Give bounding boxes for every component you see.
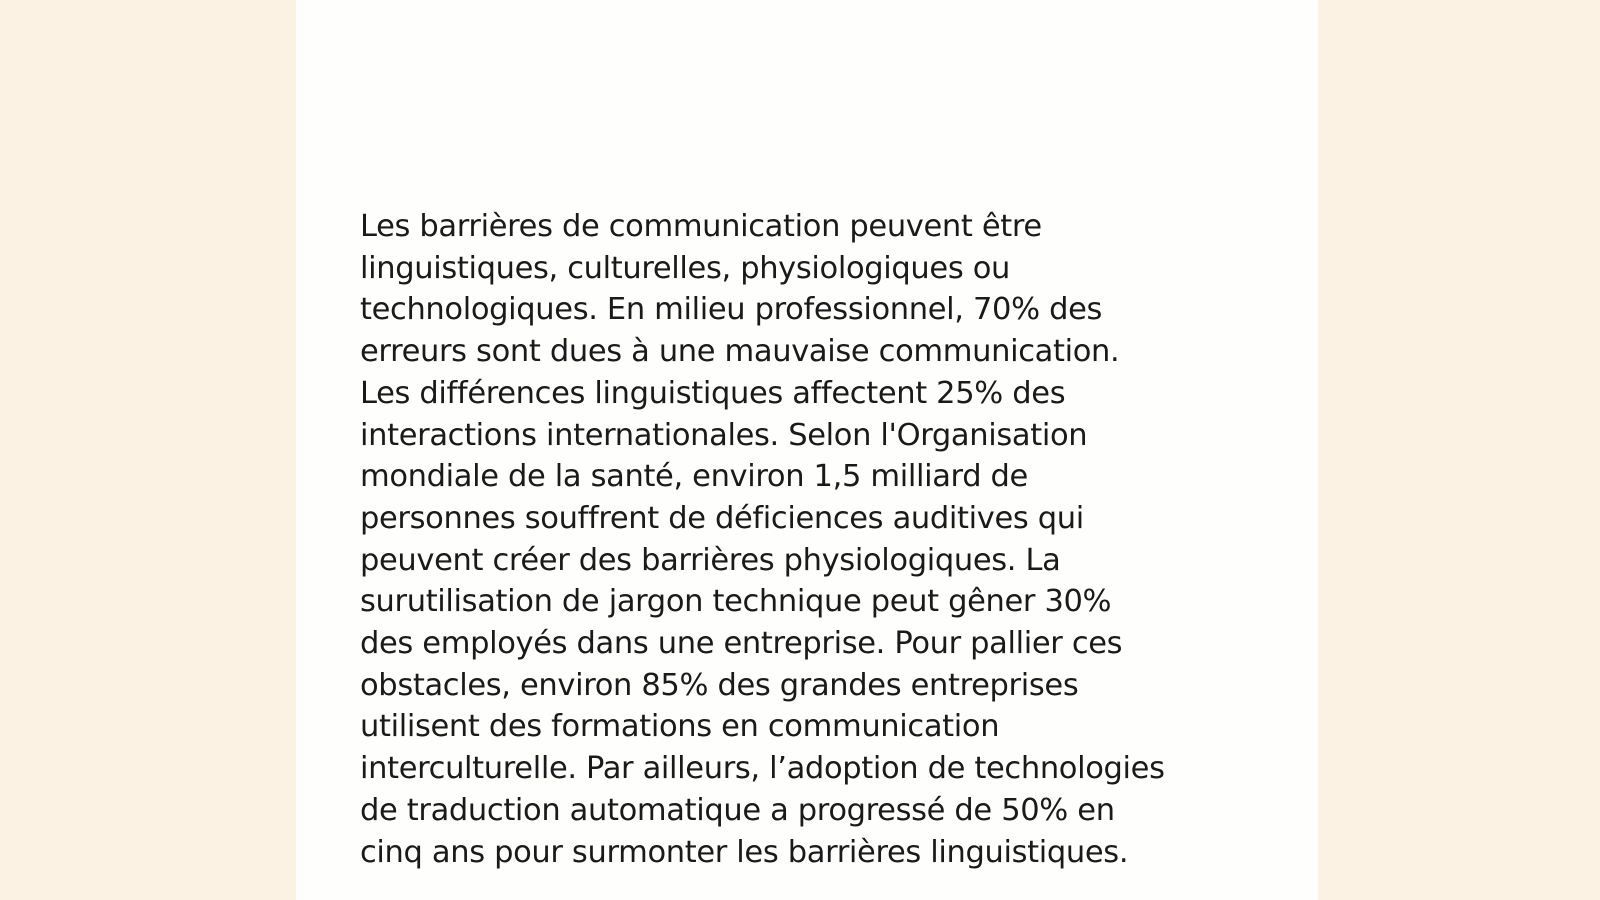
body-paragraph — [360, 206, 1260, 873]
paragraph-line: mondiale de la santé, environ 1,5 milliard de — [360, 459, 1028, 495]
paragraph-line: surutilisation de jargon technique peut gêner 30% — [360, 584, 1112, 620]
paragraph-line: Les barrières de communication peuvent être — [360, 209, 1042, 244]
paragraph-line: Les différences linguistiques affectent 25% des — [360, 375, 1066, 411]
paragraph-line: cinq ans pour surmonter les barrières linguistiques. — [360, 834, 1129, 870]
paragraph-line: peuvent créer des barrières physiologiques. La — [360, 542, 1061, 578]
document-page — [296, 0, 1318, 900]
paragraph-line: interculturelle. Par ailleurs, l’adoption de technologies — [360, 751, 1165, 787]
paragraph-line: personnes souffrent de déficiences auditives qui — [360, 500, 1084, 536]
paragraph-line: obstacles, environ 85% des grandes entreprises — [360, 667, 1079, 703]
paragraph-line: linguistiques, culturelles, physiologiques ou — [360, 250, 1011, 286]
paragraph-line: utilisent des formations en communication — [360, 709, 1000, 745]
paragraph-line: des employés dans une entreprise. Pour pallier ces — [360, 626, 1123, 662]
paragraph-line: de traduction automatique a progressé de 50% en — [360, 792, 1115, 828]
paragraph-line: technologiques. En milieu professionnel, 70% des — [360, 292, 1103, 328]
paragraph-line: interactions internationales. Selon l'Organisation — [360, 417, 1088, 453]
paragraph-line: erreurs sont dues à une mauvaise communication. — [360, 334, 1120, 370]
